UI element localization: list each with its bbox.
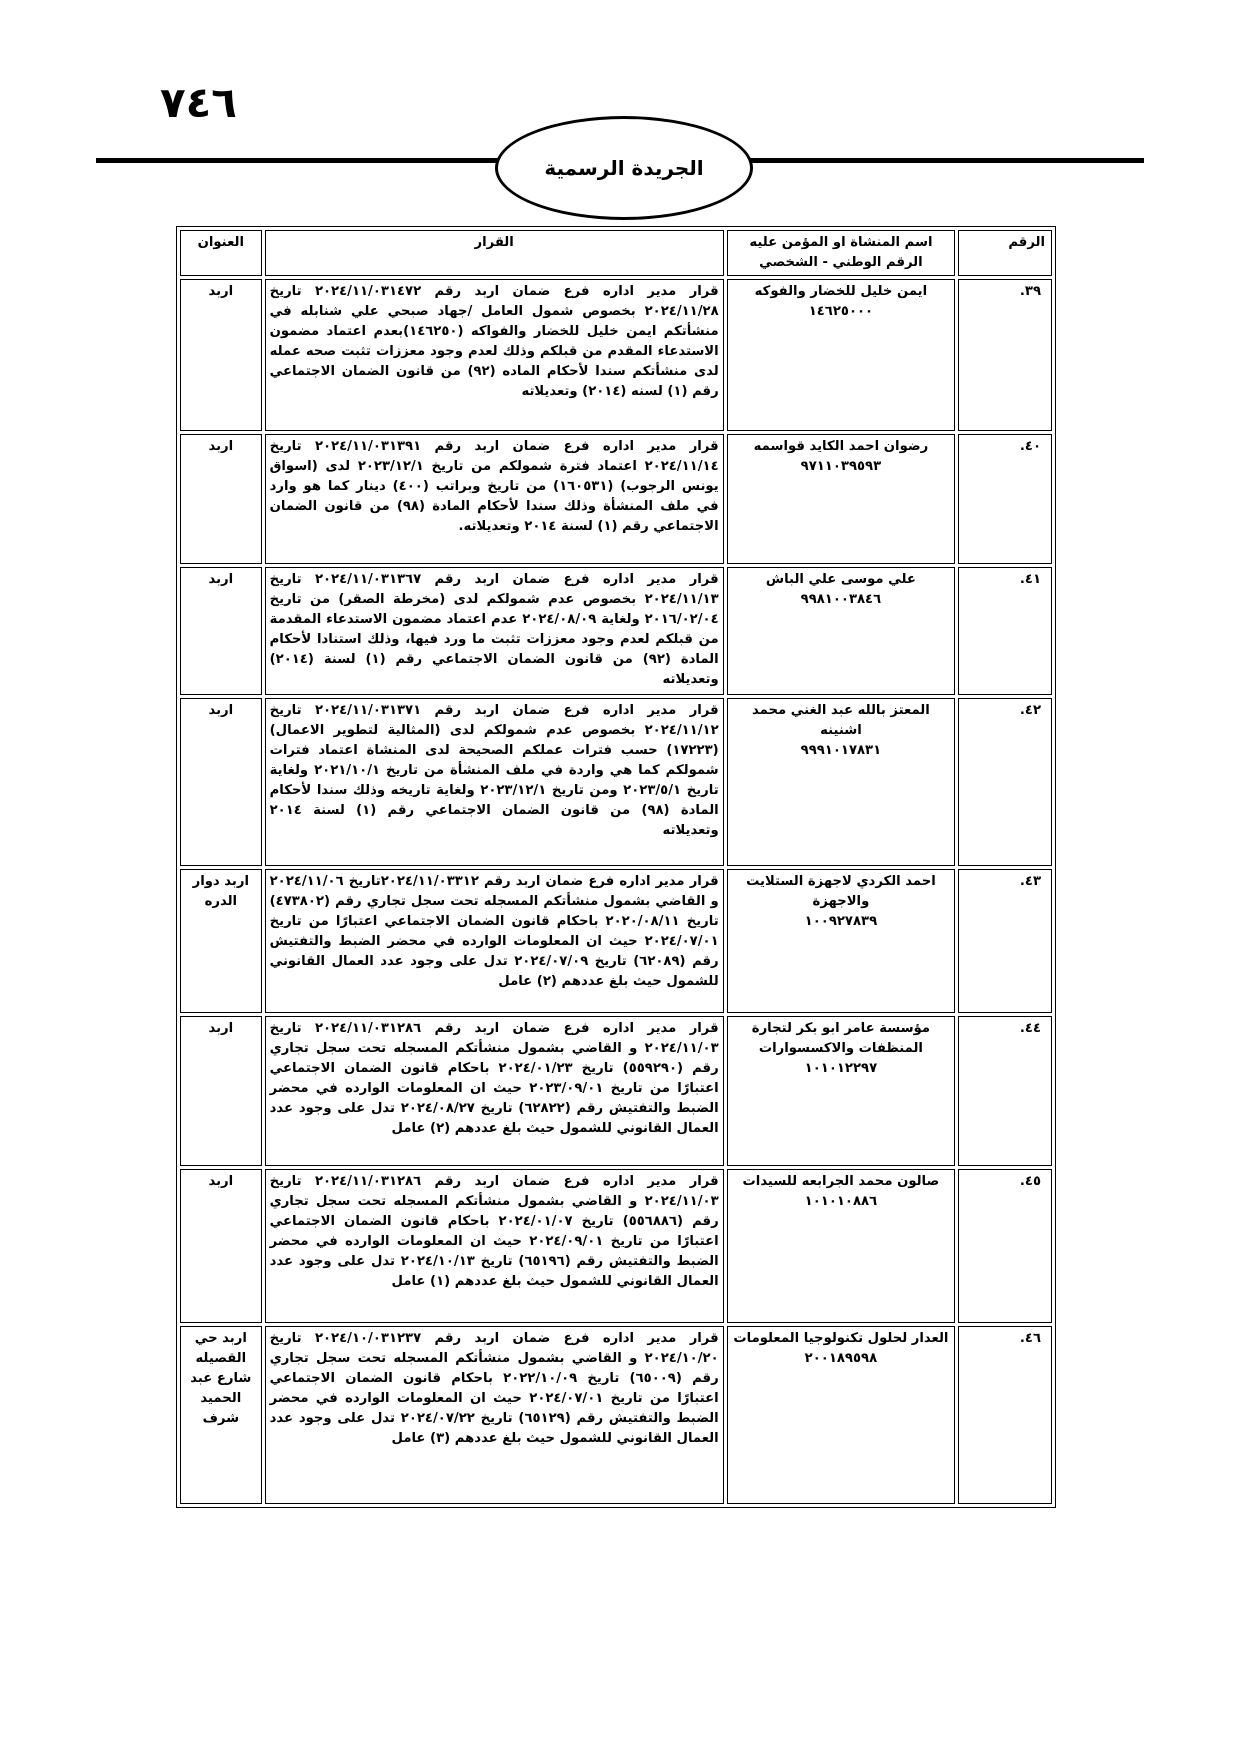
row-name-cell — [727, 1016, 956, 1166]
row-name-cell — [727, 869, 956, 1013]
address-text: اربد — [180, 434, 262, 564]
row-number: ٤٢. — [958, 698, 1052, 866]
row-number: ٤٤. — [958, 1016, 1052, 1166]
establishment-name: صالون محمد الجرابعه للسيدات — [742, 1174, 940, 1189]
table-row — [180, 567, 1052, 695]
address-text: اربد دوار الدره — [180, 869, 262, 1013]
establishment-name: مؤسسة عامر ابو بكر لتجارة المنظفات والاكسسوارات — [751, 1021, 931, 1056]
header-name — [727, 230, 956, 276]
table-row — [180, 698, 1052, 866]
establishment-name: ايمن خليل للخضار والفوكه — [754, 284, 928, 299]
page-number: ٧٤٦ — [160, 78, 237, 127]
header-name-line2: الرقم الوطني - الشخصي — [759, 255, 923, 270]
gazette-title-ellipse — [495, 116, 753, 220]
table-row — [180, 1016, 1052, 1166]
header-name-line1: اسم المنشاة او المؤمن عليه — [749, 235, 933, 250]
row-name-cell — [727, 279, 956, 431]
decision-text: قرار مدير اداره فرع ضمان اربد رقم ٢٠٢٤/١١/٠٣١٢٨٦ تاريخ ٢٠٢٤/١١/٠٣ و القاضي بشمول منشأتكم المسجله تحت سجل تجاري رقم (٥٥٩٢٩٠) تاريخ ٢٠٢٤/٠١/٢٣ باحكام قانون الضمان الاجتماعي اعتبارًا من تاريخ ٢٠٢٣/٠٩/٠١ حيث ان المعلومات الوارده في محضر الضبط والتفتيش رقم (٦٢٨٢٢) تاريخ ٢٠٢٤/٠٨/٢٧ تدل على وجود عدد العمال القانوني للشمول حيث بلغ عددهم (٢) عامل — [265, 1016, 724, 1166]
address-text: اربد — [180, 698, 262, 866]
address-text: اربد — [180, 279, 262, 431]
decision-text: قرار مدير اداره فرع ضمان اربد رقم ٢٠٢٤/١١/٠٣١٣٩١ تاريخ ٢٠٢٤/١١/١٤ اعتماد فترة شمولكم من تاريخ ٢٠٢٣/١٢/١ لدى (اسواق يونس الرجوب) (١٦٠٥٣١) من تاريخ وبراتب (٤٠٠) دينار كما هو وارد في ملف المنشأة وذلك سندا لأحكام المادة (٩٨) من قانون الضمان الاجتماعي رقم (١) لسنة ٢٠١٤ وتعديلاته. — [265, 434, 724, 564]
table-row — [180, 869, 1052, 1013]
header-address: العنوان — [180, 230, 262, 276]
national-id: ٩٩٨١٠٠٣٨٤٦ — [800, 592, 882, 607]
row-name-cell — [727, 567, 956, 695]
national-id: ١٠١٠١٠٨٨٦ — [804, 1194, 878, 1209]
row-number: ٤٠. — [958, 434, 1052, 564]
national-id: ٢٠٠١٨٩٥٩٨ — [804, 1351, 878, 1366]
establishment-name: العدار لحلول تكنولوجيا المعلومات — [733, 1331, 949, 1346]
address-text: اربد حي القصيله شارع عبد الحميد شرف — [180, 1326, 262, 1504]
establishment-name: رضوان احمد الكايد قواسمه — [753, 439, 929, 454]
establishment-name: المعتز بالله عبد الغني محمد اشنينه — [752, 703, 930, 738]
establishment-name: احمد الكردي لاجهزة الستلايت والاجهزة — [746, 874, 936, 909]
header-number: الرقم — [958, 230, 1052, 276]
row-number: ٣٩. — [958, 279, 1052, 431]
address-text: اربد — [180, 567, 262, 695]
table-row — [180, 279, 1052, 431]
decisions-table — [176, 226, 1056, 1508]
address-text: اربد — [180, 1016, 262, 1166]
decision-text: قرار مدير اداره فرع ضمان اربد رقم ٢٠٢٤/١١/٠٣١٢٨٦ تاريخ ٢٠٢٤/١١/٠٣ و القاضي بشمول منشأتكم المسجله تحت سجل تجاري رقم (٥٥٦٨٨٦) تاريخ ٢٠٢٤/٠١/٠٧ باحكام قانون الضمان الاجتماعي اعتبارًا من تاريخ ٢٠٢٤/٠٩/٠١ حيث ان المعلومات الوارده في محضر الضبط والتفتيش رقم (٦٥١٩٦) تاريخ ٢٠٢٤/١٠/١٣ تدل على وجود عدد العمال القانوني للشمول حيث بلغ عددهم (١) عامل — [265, 1169, 724, 1323]
decision-text: قرار مدير اداره فرع ضمان اربد رقم ٢٠٢٤/١١/٠٣١٣٦٧ تاريخ ٢٠٢٤/١١/١٣ بخصوص عدم شمولكم لدى (مخرطة الصقر) من تاريخ ٢٠١٦/٠٢/٠٤ ولغاية ٢٠٢٤/٠٨/٠٩ عدم اعتماد مضمون الاستدعاء المقدمة من قبلكم لعدم وجود معززات تثبت ما ورد فيها، وذلك استنادا لأحكام المادة (٩٢) من قانون الضمان الاجتماعي رقم (١) لسنة (٢٠١٤) وتعديلاته — [265, 567, 724, 695]
row-number: ٤٦. — [958, 1326, 1052, 1504]
national-id: ١٤٦٢٥٠٠٠ — [808, 304, 874, 319]
row-number: ٤٣. — [958, 869, 1052, 1013]
national-id: ١٠٠٩٢٧٨٣٩ — [804, 914, 878, 929]
national-id: ١٠١٠١٢٢٩٧ — [804, 1061, 878, 1076]
decision-text: قرار مدير اداره فرع ضمان اربد رقم ٢٠٢٤/١١/٠٣١٣٧١ تاريخ ٢٠٢٤/١١/١٢ بخصوص عدم شمولكم لدى (المثالية لتطوير الاعمال) (١٧٢٢٣) حسب فترات عملكم الصحيحة لدى المنشاة اعتماد فترات شمولكم كما هي واردة في ملف المنشأة من تاريخ ٢٠٢١/١٠/١ ولغاية تاريخ ٢٠٢٣/٥/١ ومن تاريخ ٢٠٢٣/١٢/١ ولغاية تاريخه وذلك سندا لأحكام المادة (٩٨) من قانون الضمان الاجتماعي رقم (١) لسنة ٢٠١٤ وتعديلاته — [265, 698, 724, 866]
row-name-cell — [727, 1326, 956, 1504]
row-number: ٤٥. — [958, 1169, 1052, 1323]
national-id: ٩٩٩١٠١٧٨٣١ — [800, 743, 882, 758]
table-row — [180, 434, 1052, 564]
row-name-cell — [727, 1169, 956, 1323]
row-name-cell — [727, 434, 956, 564]
establishment-name: علي موسى علي الباش — [765, 572, 916, 587]
decision-text: قرار مدير اداره فرع ضمان اربد رقم ٢٠٢٤/١١/٠٣١٤٧٢ تاريخ ٢٠٢٤/١١/٢٨ بخصوص شمول العامل /جهاد صبحي علي شنابله في منشأتكم ايمن خليل للخضار والفواكه (١٤٦٢٥٠)بعدم اعتماد مضمون الاستدعاء المقدم من قبلكم وذلك لعدم وجود معززات تثبت صحه عمله لدى منشأتكم سندا لأحكام الماده (٩٢) من قانون الضمان الاجتماعي رقم (١) لسنه (٢٠١٤) وتعديلاته — [265, 279, 724, 431]
table-row — [180, 1169, 1052, 1323]
national-id: ٩٧١١٠٣٩٥٩٣ — [800, 459, 882, 474]
table-row — [180, 1326, 1052, 1504]
row-number: ٤١. — [958, 567, 1052, 695]
decision-text: قرار مدير اداره فرع ضمان اربد رقم ٢٠٢٤/١١/٠٣٣١٢تاريخ ٢٠٢٤/١١/٠٦ و القاضي بشمول منشأتكم المسجله تحت سجل تجاري رقم (٤٧٣٨٠٢) تاريخ ٢٠٢٠/٠٨/١١ باحكام قانون الضمان الاجتماعي اعتبارًا من تاريخ ٢٠٢٤/٠٧/٠١ حيث ان المعلومات الوارده في محضر الضبط والتفتيش رقم (٦٢٠٨٩) تاريخ ٢٠٢٤/٠٧/٠٩ تدل على وجود عدد العمال القانوني للشمول حيث بلغ عددهم (٢) عامل — [265, 869, 724, 1013]
row-name-cell — [727, 698, 956, 866]
gazette-title: الجريدة الرسمية — [544, 156, 704, 180]
header-decision: القرار — [265, 230, 724, 276]
address-text: اربد — [180, 1169, 262, 1323]
table-header-row — [180, 230, 1052, 276]
decision-text: قرار مدير اداره فرع ضمان اربد رقم ٢٠٢٤/١٠/٠٣١٢٣٧ تاريخ ٢٠٢٤/١٠/٢٠ و القاضي بشمول منشأتكم المسجله تحت سجل تجاري رقم (٦٥٠٠٩) تاريخ ٢٠٢٢/١٠/٠٩ باحكام قانون الضمان الاجتماعي اعتبارًا من تاريخ ٢٠٢٤/٠٧/٠١ حيث ان المعلومات الوارده في محضر الضبط والتفتيش رقم (٦٥١٢٩) تاريخ ٢٠٢٤/٠٧/٢٢ تدل على وجود عدد العمال القانوني للشمول حيث بلغ عددهم (٣) عامل — [265, 1326, 724, 1504]
